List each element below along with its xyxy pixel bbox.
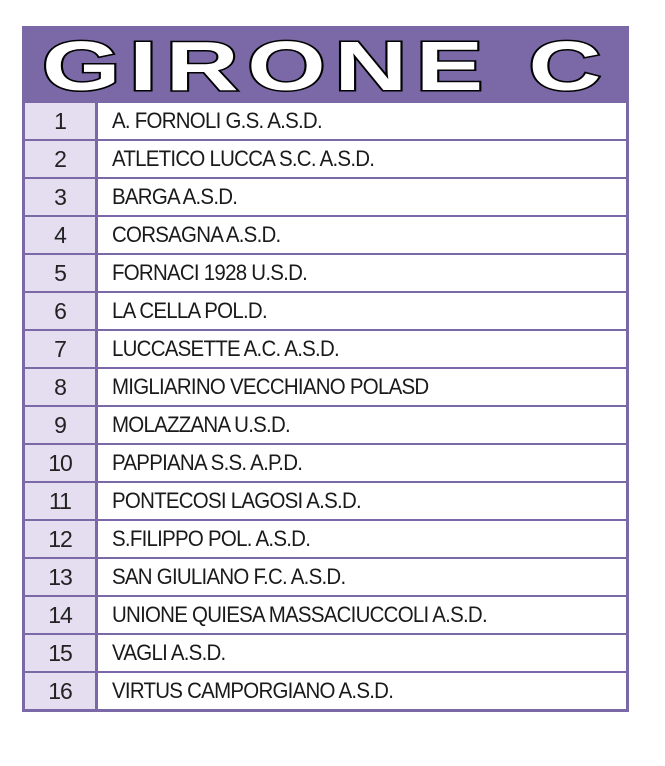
team-number: 5: [25, 255, 95, 291]
team-number: 2: [25, 141, 95, 177]
team-name: [98, 445, 626, 481]
table-row: [25, 255, 626, 291]
team-number: 15: [25, 635, 95, 671]
team-name-text: PAPPIANA S.S. A.P.D.: [112, 450, 303, 475]
team-name: [98, 521, 626, 557]
team-name-text: A. FORNOLI G.S. A.S.D.: [112, 108, 322, 133]
team-number: 12: [25, 521, 95, 557]
team-name-text: VIRTUS CAMPORGIANO A.S.D.: [112, 678, 394, 703]
team-number: 3: [25, 179, 95, 215]
team-name-text: MIGLIARINO VECCHIANO POLASD: [112, 374, 429, 399]
team-name-text: PONTECOSI LAGOSI A.S.D.: [112, 488, 361, 513]
team-name: [98, 483, 626, 519]
team-number: 9: [25, 407, 95, 443]
team-number: 13: [25, 559, 95, 595]
group-title-text: GIRONE C: [41, 30, 610, 100]
team-number: 8: [25, 369, 95, 405]
table-row: [25, 141, 626, 177]
team-name-text: ATLETICO LUCCA S.C. A.S.D.: [112, 146, 375, 171]
table-row: [25, 635, 626, 671]
table-row: [25, 559, 626, 595]
table-row: [25, 445, 626, 481]
team-name-text: VAGLI A.S.D.: [112, 640, 226, 665]
team-number: 10: [25, 445, 95, 481]
team-number: 1: [25, 103, 95, 139]
team-number: 14: [25, 597, 95, 633]
table-row: [25, 217, 626, 253]
group-title: [36, 30, 616, 100]
team-name-text: FORNACI 1928 U.S.D.: [112, 260, 308, 285]
team-name: [98, 407, 626, 443]
group-table: [22, 26, 629, 712]
table-row: [25, 103, 626, 139]
title-band: [25, 29, 626, 101]
team-name-text: CORSAGNA A.S.D.: [112, 222, 281, 247]
team-name: [98, 141, 626, 177]
team-name-text: UNIONE QUIESA MASSACIUCCOLI A.S.D.: [112, 602, 487, 627]
team-number: 16: [25, 673, 95, 709]
table-row: [25, 331, 626, 367]
table-row: [25, 179, 626, 215]
team-name-text: LA CELLA POL.D.: [112, 298, 267, 323]
table-row: [25, 597, 626, 633]
team-name: [98, 673, 626, 709]
table-row: [25, 407, 626, 443]
team-name: [98, 559, 626, 595]
table-row: [25, 369, 626, 405]
team-list: [25, 101, 626, 709]
team-name: [98, 179, 626, 215]
team-number: 6: [25, 293, 95, 329]
table-row: [25, 521, 626, 557]
team-name-text: BARGA A.S.D.: [112, 184, 238, 209]
team-name: [98, 103, 626, 139]
team-name: [98, 369, 626, 405]
table-row: [25, 673, 626, 709]
team-number: 11: [25, 483, 95, 519]
team-name: [98, 293, 626, 329]
table-row: [25, 483, 626, 519]
team-name: [98, 331, 626, 367]
team-name: [98, 635, 626, 671]
team-name-text: MOLAZZANA U.S.D.: [112, 412, 290, 437]
team-number: 4: [25, 217, 95, 253]
team-name-text: LUCCASETTE A.C. A.S.D.: [112, 336, 339, 361]
team-name-text: SAN GIULIANO F.C. A.S.D.: [112, 564, 346, 589]
table-row: [25, 293, 626, 329]
team-number: 7: [25, 331, 95, 367]
team-name: [98, 597, 626, 633]
team-name: [98, 217, 626, 253]
team-name: [98, 255, 626, 291]
team-name-text: S.FILIPPO POL. A.S.D.: [112, 526, 311, 551]
